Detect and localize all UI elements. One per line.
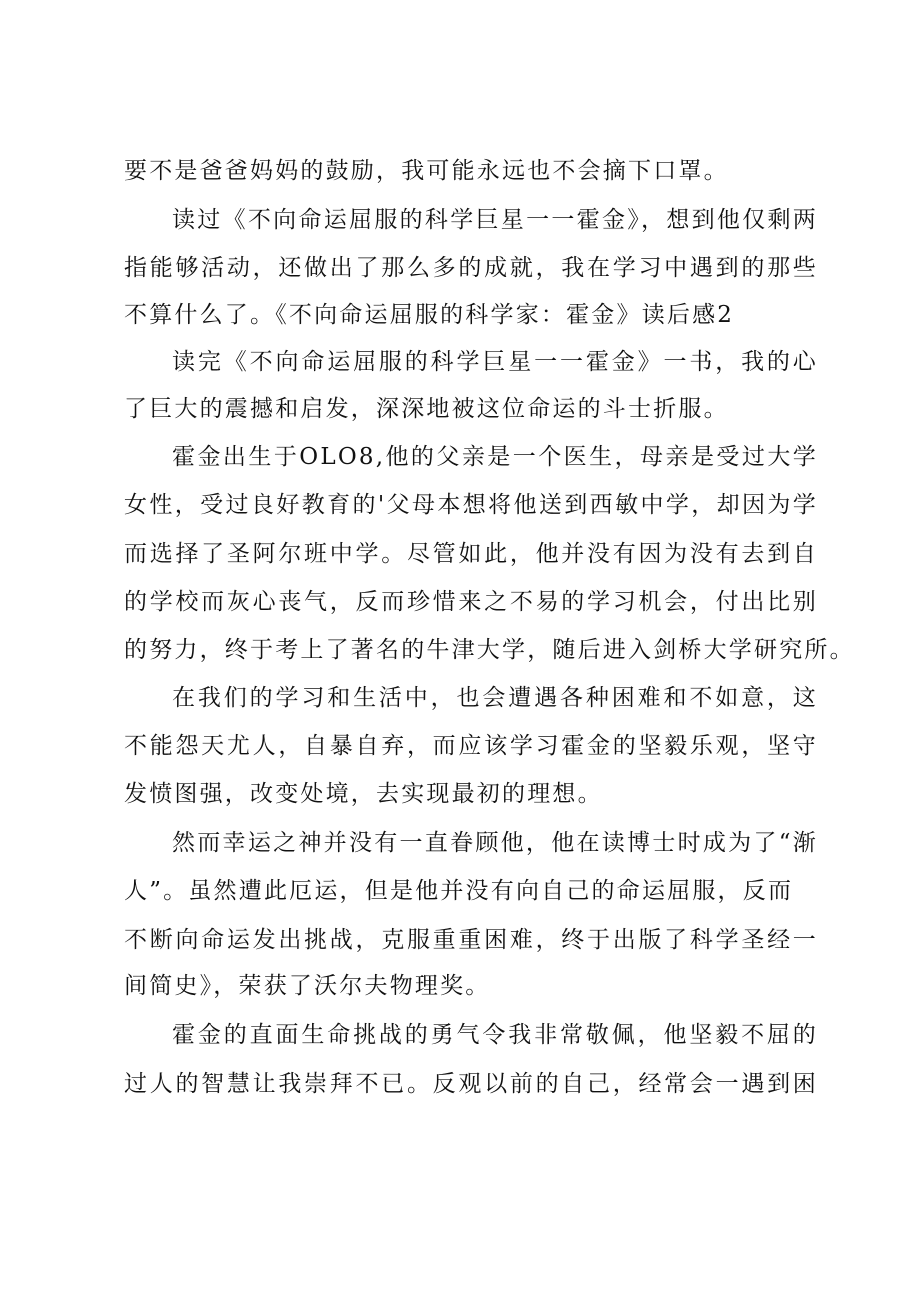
text-line: 发愤图强，改变处境，去实现最初的理想。 bbox=[124, 781, 603, 807]
text-line: 不能怨天尤人，自暴自弃，而应该学习霍金的坚毅乐观，坚守 bbox=[124, 733, 818, 759]
text-line: 不算什么了。《不向命运屈服的科学家：霍金》读后感2 bbox=[124, 302, 735, 328]
text-line: 在我们的学习和生活中，也会遭遇各种困难和不如意，这 bbox=[172, 685, 818, 711]
text-line: 读过《不向命运屈服的科学巨星一一霍金》，想到他仅剩两 bbox=[172, 207, 818, 233]
text-line: 霍金的直面生命挑战的勇气令我非常敬佩，他坚毅不屈的 bbox=[172, 1022, 818, 1048]
text-line: 间简史》，荣获了沃尔夫物理奖。 bbox=[124, 973, 491, 999]
text-line: 而选择了圣阿尔班中学。尽管如此，他并没有因为没有去到自 bbox=[124, 541, 818, 567]
text-line: 的努力，终于考上了著名的牛津大学，随后进入剑桥大学研究所。 bbox=[124, 637, 855, 663]
text-line: 然而幸运之神并没有一直眷顾他，他在读博士时成为了“渐 bbox=[172, 830, 818, 856]
text-line: 女性，受过良好教育的'父母本想将他送到西敏中学，却因为学 bbox=[124, 492, 818, 518]
text-line: 要不是爸爸妈妈的鼓励，我可能永远也不会摘下口罩。 bbox=[124, 158, 729, 184]
text-line: 不断向命运发出挑战，克服重重困难，终于出版了科学圣经一 bbox=[124, 927, 818, 953]
text-line: 读完《不向命运屈服的科学巨星一一霍金》一书，我的心 bbox=[172, 349, 818, 375]
text-line: 指能够活动，还做出了那么多的成就，我在学习中遇到的那些 bbox=[124, 255, 818, 281]
text-line: 人”。虽然遭此厄运，但是他并没有向自己的命运屈服，反而 bbox=[124, 878, 794, 904]
text-line: 过人的智慧让我崇拜不已。反观以前的自己，经常会一遇到困 bbox=[124, 1071, 818, 1097]
text-line: 了巨大的震撼和启发，深深地被这位命运的斗士折服。 bbox=[124, 396, 729, 422]
text-line: 的学校而灰心丧气，反而珍惜来之不易的学习机会，付出比别 bbox=[124, 589, 818, 615]
text-line: 霍金出生于OLO8,他的父亲是一个医生，母亲是受过大学 bbox=[172, 444, 818, 470]
